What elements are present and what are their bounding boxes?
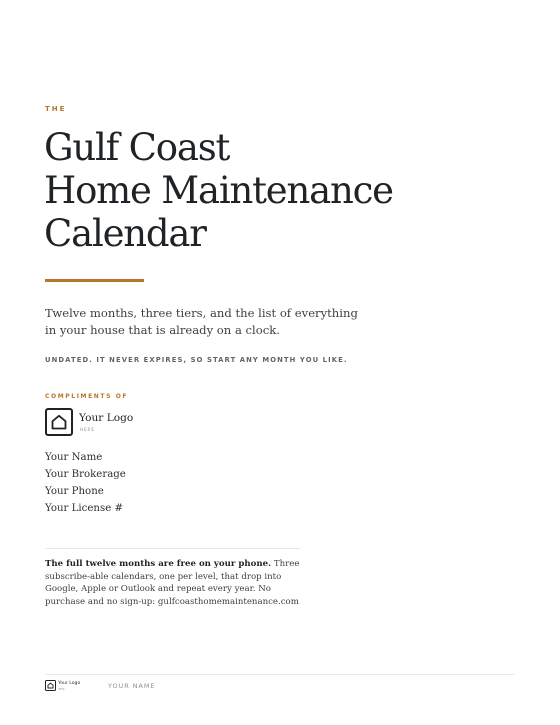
compliments-label: COMPLIMENTS OF xyxy=(45,393,129,400)
promo-text xyxy=(45,558,310,608)
footer-logo-subtext: HERE xyxy=(58,688,65,691)
house-icon xyxy=(45,408,73,436)
section-divider xyxy=(45,548,300,549)
lede-text: Twelve months, three tiers, and the list of everything in your house that is already on a clock. xyxy=(45,306,358,337)
undated-note: UNDATED. IT NEVER EXPIRES, SO START ANY MONTH YOU LIKE. xyxy=(45,356,348,364)
logo-subtext: HERE xyxy=(80,427,95,432)
footer-house-icon xyxy=(45,680,56,691)
footer-agent-name: YOUR NAME xyxy=(108,682,156,690)
contact-phone: Your Phone xyxy=(45,486,104,497)
promo-body: Three subscribe-able calendars, one per level, that drop into Google, Apple or Outlook and repeat every year. No purchase and no sign-up: gulfcoasthomemaintenance.com xyxy=(45,559,300,607)
contact-name: Your Name xyxy=(45,452,103,463)
title-line-2: Home Maintenance xyxy=(44,169,393,212)
contact-license: Your License # xyxy=(45,503,123,514)
contact-list xyxy=(45,449,126,517)
eyebrow-label: THE xyxy=(45,105,67,113)
page-title xyxy=(44,126,544,255)
footer-logo-name: Your Logo xyxy=(58,681,81,686)
logo-name: Your Logo xyxy=(79,412,134,424)
title-line-1: Gulf Coast xyxy=(44,126,230,169)
contact-brokerage: Your Brokerage xyxy=(45,469,126,480)
title-line-3: Calendar xyxy=(44,212,206,255)
footer-divider xyxy=(45,674,515,675)
accent-divider xyxy=(45,279,144,282)
promo-lead: The full twelve months are free on your phone. xyxy=(45,559,272,569)
